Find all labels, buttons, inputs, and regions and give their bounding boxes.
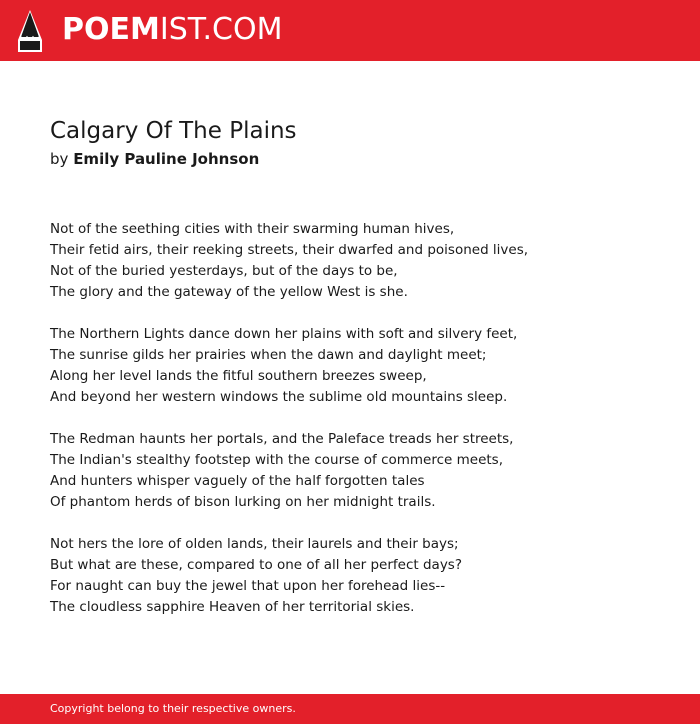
poem-line: The Northern Lights dance down her plains with soft and silvery feet, (50, 326, 518, 342)
logo-text-light: IST.COM (159, 12, 283, 47)
stanza (50, 429, 670, 513)
poem-title: Calgary Of The Plains (50, 118, 297, 144)
poem-line: For naught can buy the jewel that upon her forehead lies-- (50, 578, 446, 594)
poem-line: Not of the seething cities with their swarming human hives, (50, 221, 455, 237)
site-logo[interactable] (62, 12, 282, 48)
stanza (50, 534, 670, 618)
poem-line: The Redman haunts her portals, and the Paleface treads her streets, (50, 431, 514, 447)
byline-prefix: by (50, 150, 69, 168)
logo-text-bold: POEM (62, 12, 160, 47)
stanza (50, 324, 670, 408)
author-name[interactable]: Emily Pauline Johnson (73, 150, 260, 168)
poem-line: Not of the buried yesterdays, but of the days to be, (50, 263, 398, 279)
pencil-logo-icon[interactable] (18, 10, 42, 52)
poem-line: The glory and the gateway of the yellow West is she. (50, 284, 408, 300)
poem-line: And beyond her western windows the sublime old mountains sleep. (50, 389, 508, 405)
site-header (0, 0, 700, 61)
poem-line: Not hers the lore of olden lands, their laurels and their bays; (50, 536, 459, 552)
copyright-notice: Copyright belong to their respective owners. (50, 702, 296, 715)
poem-line: The sunrise gilds her prairies when the dawn and daylight meet; (50, 347, 487, 363)
poem-body (50, 219, 670, 639)
byline (50, 149, 259, 169)
poem-line: But what are these, compared to one of all her perfect days? (50, 557, 463, 573)
poem-line: Along her level lands the fitful southern breezes sweep, (50, 368, 427, 384)
poem-line: The cloudless sapphire Heaven of her territorial skies. (50, 599, 415, 615)
poem-line: The Indian's stealthy footstep with the course of commerce meets, (50, 452, 504, 468)
site-footer (0, 694, 700, 724)
poem-line: Their fetid airs, their reeking streets, their dwarfed and poisoned lives, (50, 242, 529, 258)
poem-line: And hunters whisper vaguely of the half forgotten tales (50, 473, 425, 489)
poem-line: Of phantom herds of bison lurking on her midnight trails. (50, 494, 436, 510)
stanza (50, 219, 670, 303)
